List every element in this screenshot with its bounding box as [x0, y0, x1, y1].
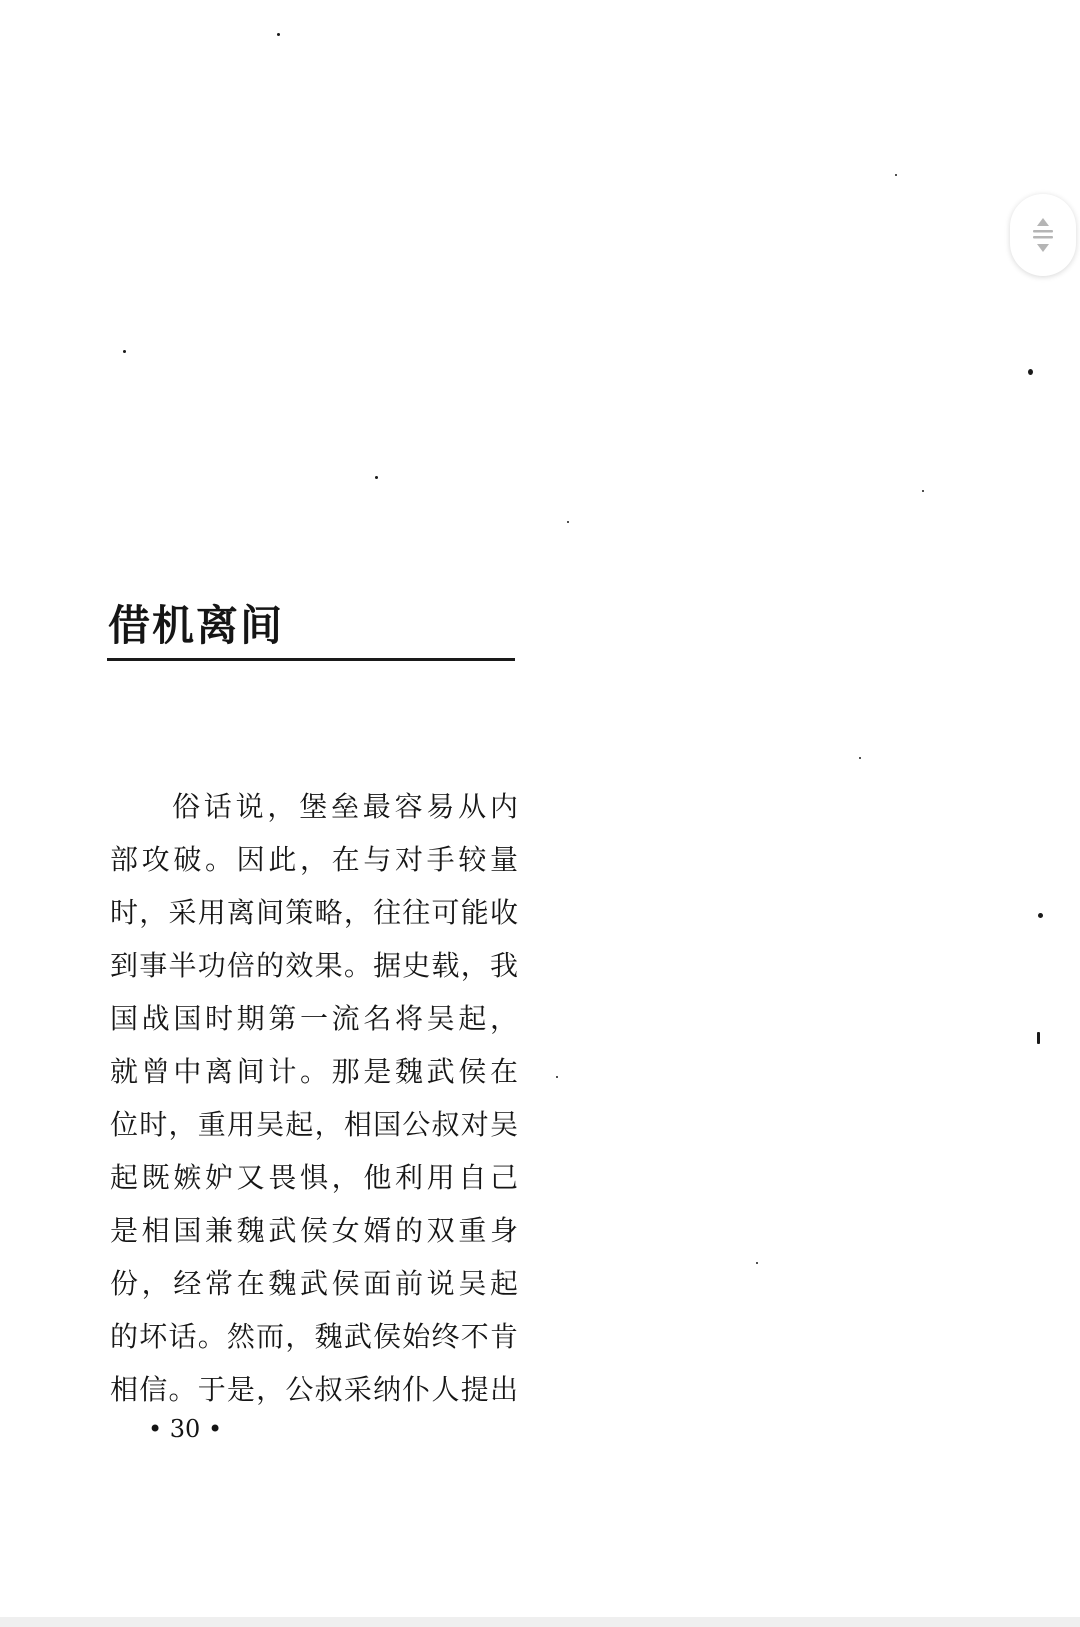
body-line: 时，采用离间策略，往往可能收 — [110, 896, 518, 929]
scan-speck — [123, 350, 126, 353]
scan-speck — [859, 757, 861, 759]
body-line: 国战国时期第一流名将吴起， — [110, 1002, 518, 1035]
scan-speck — [895, 174, 897, 176]
body-line: 的坏话。然而，魏武侯始终不肯 — [110, 1320, 518, 1353]
body-line: 是相国兼魏武侯女婿的双重身 — [110, 1214, 518, 1247]
body-line: 位时，重用吴起，相国公叔对吴 — [110, 1108, 518, 1141]
scan-speck — [1037, 1032, 1040, 1044]
bottom-edge — [0, 1617, 1080, 1627]
body-line: 就曾中离间计。那是魏武侯在 — [110, 1055, 518, 1088]
scan-speck — [1038, 913, 1043, 918]
body-line: 部攻破。因此，在与对手较量 — [110, 843, 518, 876]
scan-speck — [567, 521, 569, 523]
body-line: 到事半功倍的效果。据史载，我 — [110, 949, 518, 982]
scan-speck — [277, 33, 280, 36]
body-line: 俗话说，堡垒最容易从内 — [172, 790, 518, 823]
body-line: 份，经常在魏武侯面前说吴起 — [110, 1267, 518, 1300]
scan-speck — [1028, 369, 1033, 375]
scan-speck — [556, 1076, 558, 1078]
body-text — [110, 780, 518, 1416]
body-line: 起既嫉妒又畏惧，他利用自己 — [110, 1161, 518, 1194]
body-line: 相信。于是，公叔采纳仆人提出 — [110, 1373, 518, 1406]
title-underline — [107, 658, 515, 661]
scan-speck — [922, 490, 924, 492]
scan-speck — [756, 1262, 758, 1264]
scroll-handle-button[interactable] — [1010, 194, 1076, 276]
chapter-title: 借机离间 — [108, 601, 285, 650]
scroll-handle-icon — [1029, 216, 1057, 254]
page-number: • 30 • — [148, 1415, 223, 1443]
scan-speck — [375, 476, 378, 479]
